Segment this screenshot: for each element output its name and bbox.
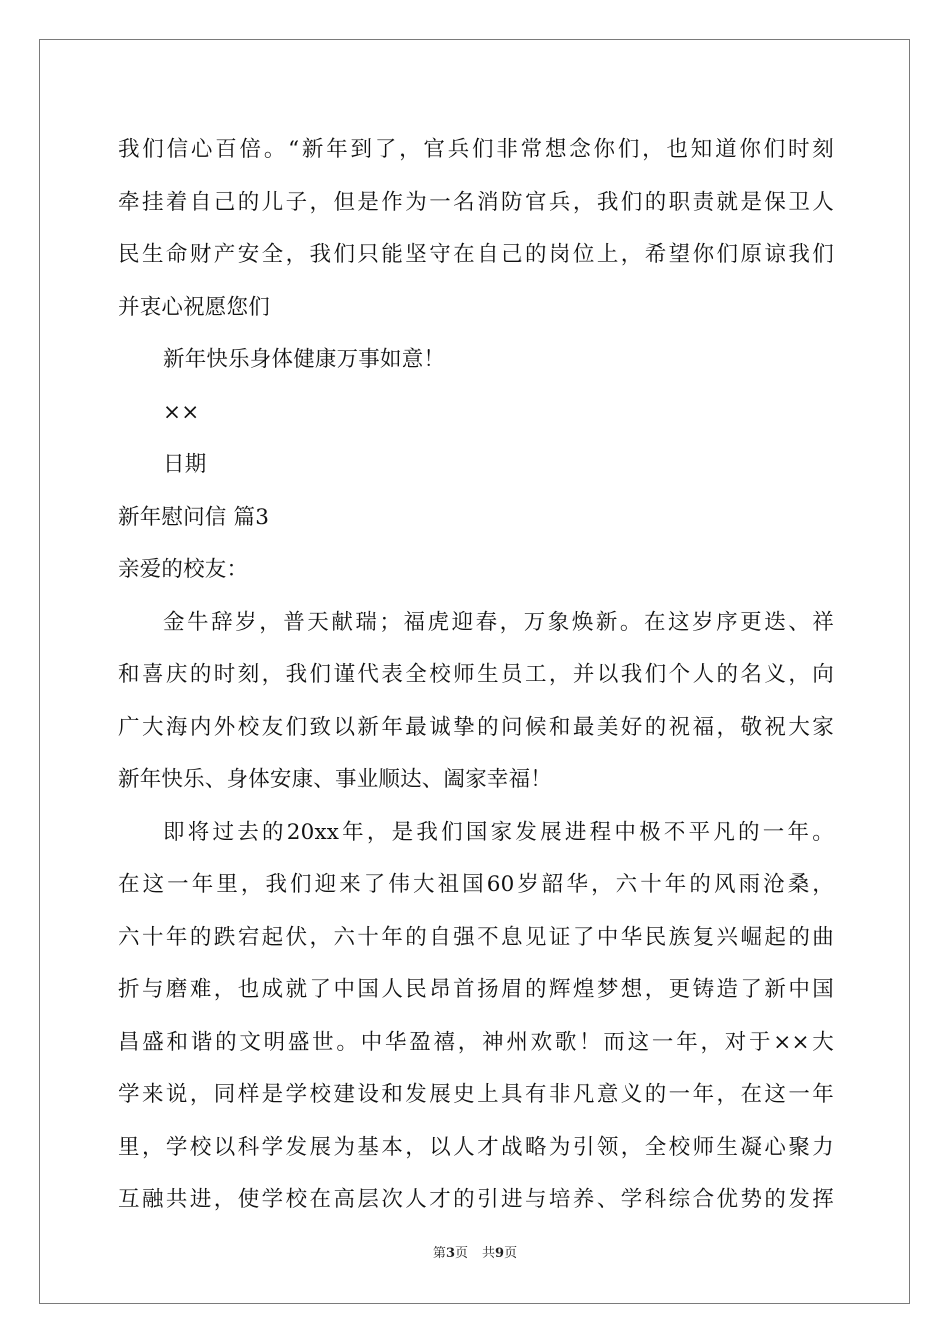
page-prefix: 第 [432, 1246, 446, 1261]
text-line: 学来说，同样是学校建设和发展史上具有非凡意义的一年，在这一年 [118, 1082, 834, 1107]
text-line: 并衷心祝愿您们 [118, 294, 270, 320]
total-suffix: 页 [504, 1246, 518, 1261]
text-line: 里，学校以科学发展为基本，以人才战略为引领，全校师生凝心聚力 [118, 1134, 834, 1160]
date-label: 日期 [163, 452, 207, 477]
signature-placeholder: ×× [163, 399, 200, 425]
document-body [118, 124, 834, 1227]
text-line: 金牛辞岁，普天献瑞；福虎迎春，万象焕新。在这岁序更迭、祥 [163, 609, 834, 635]
text-line: 互融共进，使学校在高层次人才的引进与培养、学科综合优势的发挥 [118, 1187, 834, 1212]
text-line: 在这一年里，我们迎来了伟大祖国60岁韶华，六十年的风雨沧桑， [118, 872, 834, 897]
salutation: 亲爱的校友： [118, 557, 249, 582]
text-line: 六十年的跌宕起伏，六十年的自强不息见证了中华民族复兴崛起的曲 [118, 924, 834, 950]
text-line: 即将过去的20xx年，是我们国家发展进程中极不平凡的一年。 [163, 819, 834, 845]
text-line: 我们信心百倍。“新年到了，官兵们非常想念你们，也知道你们时刻 [118, 137, 834, 162]
text-line: 和喜庆的时刻，我们谨代表全校师生员工，并以我们个人的名义，向 [118, 662, 834, 687]
text-line: 昌盛和谐的文明盛世。中华盈禧，神州欢歌！而这一年，对于××大 [118, 1029, 834, 1055]
text-line: 民生命财产安全，我们只能坚守在自己的岗位上，希望你们原谅我们 [118, 242, 834, 267]
page-current: 3 [445, 1246, 455, 1261]
text-line: 广大海内外校友们致以新年最诚挚的问候和最美好的祝福，敬祝大家 [118, 714, 834, 740]
text-line: 牵挂着自己的儿子，但是作为一名消防官兵，我们的职责就是保卫人 [118, 189, 834, 215]
section-heading: 新年慰问信 篇3 [118, 504, 270, 530]
text-line: 新年快乐身体健康万事如意！ [163, 347, 446, 372]
page-suffix: 页 [454, 1246, 468, 1261]
total-prefix: 共 [482, 1246, 496, 1261]
text-line: 折与磨难，也成就了中国人民昂首扬眉的辉煌梦想，更铸造了新中国 [118, 977, 834, 1002]
page-footer [0, 1246, 950, 1262]
page-total: 9 [495, 1246, 505, 1261]
text-line: 新年快乐、身体安康、事业顺达、阖家幸福！ [118, 767, 553, 792]
